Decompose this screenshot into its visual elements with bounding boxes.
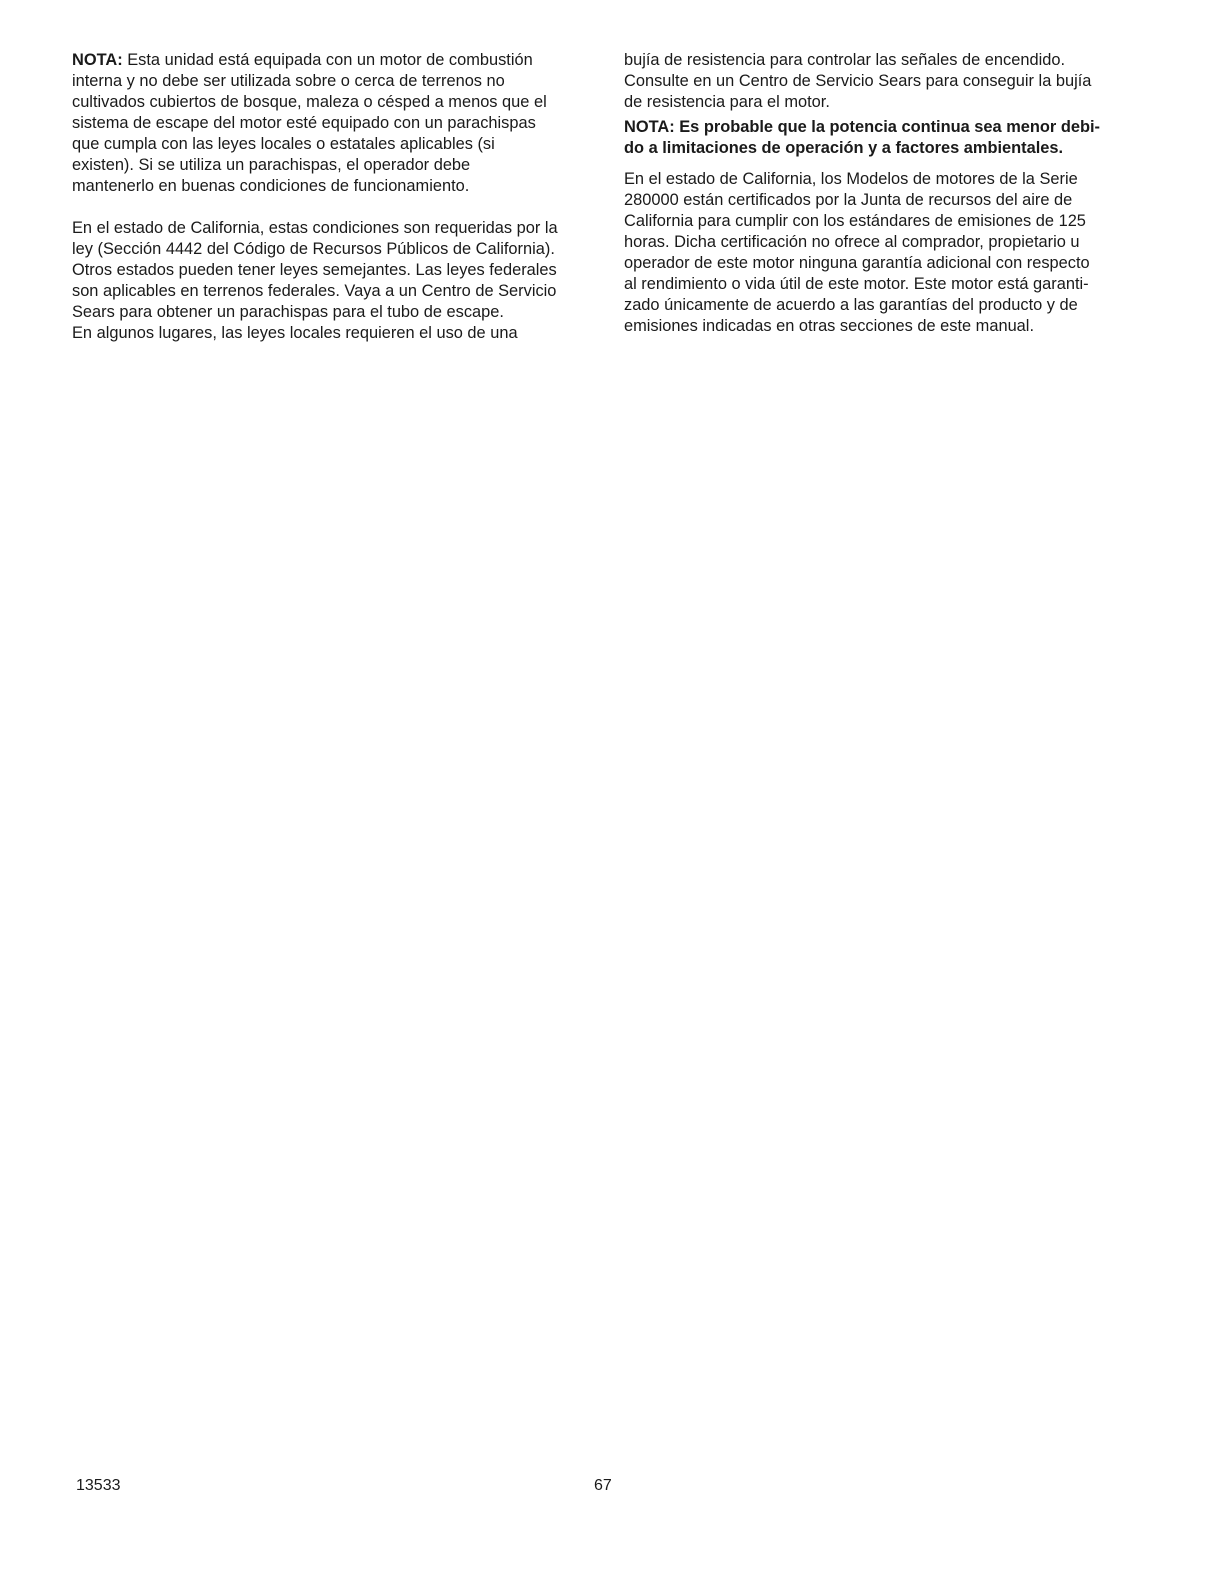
text-line: NOTA: Es probable que la potencia continua sea menor debi- bbox=[624, 118, 1101, 136]
text-line: do a limitaciones de operación y a factores ambientales. bbox=[624, 139, 1064, 157]
text-line: mantenerlo en buenas condiciones de funcionamiento. bbox=[72, 177, 470, 195]
text-line: al rendimiento o vida útil de este motor. Este motor está garanti- bbox=[624, 275, 1089, 293]
document-number: 13533 bbox=[76, 1477, 121, 1494]
text-line: interna y no debe ser utilizada sobre o cerca de terrenos no bbox=[72, 72, 505, 90]
paragraph-spacer bbox=[624, 159, 1154, 169]
text-line: zado únicamente de acuerdo a las garantías del producto y de bbox=[624, 296, 1078, 314]
text-line: En algunos lugares, las leyes locales requieren el uso de una bbox=[72, 324, 518, 342]
text-line: Consulte en un Centro de Servicio Sears para conseguir la bujía bbox=[624, 72, 1092, 90]
text-line: horas. Dicha certificación no ofrece al comprador, propietario u bbox=[624, 233, 1080, 251]
note-label: NOTA: bbox=[72, 51, 123, 69]
power-note bbox=[624, 117, 1154, 159]
local-laws-paragraph bbox=[72, 323, 602, 344]
text-line: Sears para obtener un parachispas para el tubo de escape. bbox=[72, 303, 504, 321]
text-line: cultivados cubiertos de bosque, maleza o césped a menos que el bbox=[72, 93, 547, 111]
text-line: de resistencia para el motor. bbox=[624, 93, 830, 111]
page-number: 67 bbox=[594, 1477, 612, 1494]
text-line: operador de este motor ninguna garantía adicional con respecto bbox=[624, 254, 1090, 272]
text-line: emisiones indicadas en otras secciones de este manual. bbox=[624, 317, 1034, 335]
left-column bbox=[72, 50, 602, 344]
text-line: son aplicables en terrenos federales. Vaya a un Centro de Servicio bbox=[72, 282, 557, 300]
text-line: bujía de resistencia para controlar las señales de encendido. bbox=[624, 51, 1066, 69]
text-line: En el estado de California, los Modelos de motores de la Serie bbox=[624, 170, 1078, 188]
text-line bbox=[72, 50, 602, 71]
paragraph-spacer bbox=[72, 197, 602, 218]
california-law-paragraph bbox=[72, 218, 602, 323]
text-line: sistema de escape del motor esté equipado con un parachispas bbox=[72, 114, 536, 132]
text-line-content: Esta unidad está equipada con un motor de combustión bbox=[122, 51, 533, 69]
california-certification-paragraph bbox=[624, 169, 1154, 337]
text-line: ley (Sección 4442 del Código de Recursos Públicos de California). bbox=[72, 240, 555, 258]
spark-plug-paragraph bbox=[624, 50, 1154, 113]
text-line: que cumpla con las leyes locales o estatales aplicables (si bbox=[72, 135, 495, 153]
right-column bbox=[624, 50, 1154, 337]
text-line: En el estado de California, estas condiciones son requeridas por la bbox=[72, 219, 558, 237]
text-line: California para cumplir con los estándares de emisiones de 125 bbox=[624, 212, 1086, 230]
text-line: 280000 están certificados por la Junta de recursos del aire de bbox=[624, 191, 1073, 209]
text-line: existen). Si se utiliza un parachispas, el operador debe bbox=[72, 156, 471, 174]
spark-arrester-note-paragraph bbox=[72, 50, 602, 197]
text-line: Otros estados pueden tener leyes semejantes. Las leyes federales bbox=[72, 261, 557, 279]
